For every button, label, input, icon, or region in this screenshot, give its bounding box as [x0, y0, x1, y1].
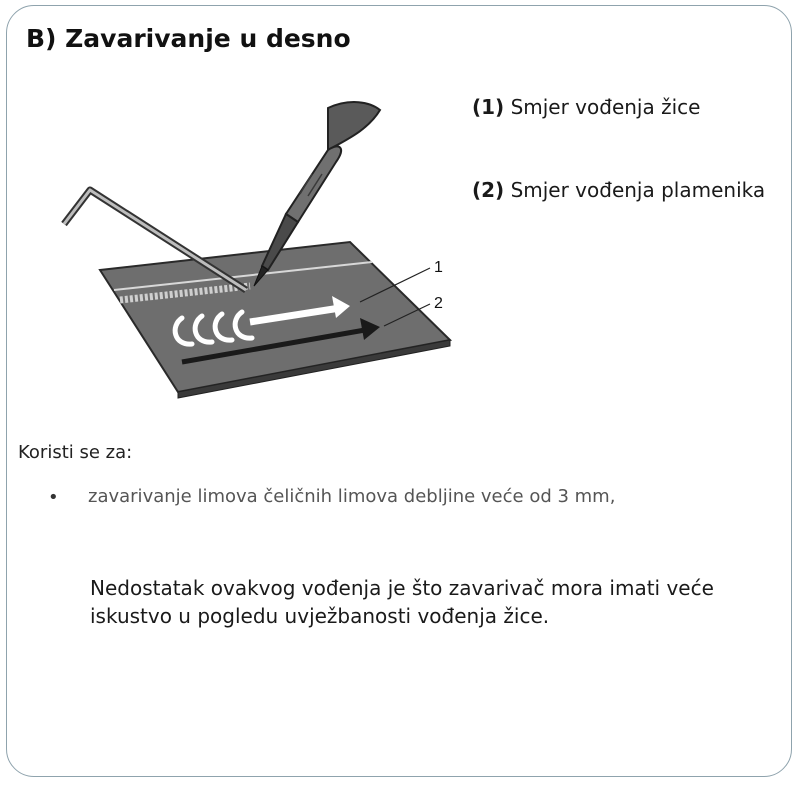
uses-list — [44, 486, 615, 507]
slide-title: B) Zavarivanje u desno — [26, 24, 351, 53]
legend-text: Smjer vođenja žice — [510, 95, 701, 119]
legend-number: (1) — [472, 95, 505, 119]
legend-item-wire-direction — [472, 95, 700, 119]
welding-diagram — [50, 90, 470, 420]
legend-number: (2) — [472, 178, 505, 202]
legend-text: Smjer vođenja plamenika — [510, 178, 766, 202]
uses-heading: Koristi se za: — [18, 442, 133, 463]
legend-item-torch-direction — [472, 178, 765, 202]
bullet-icon: • — [48, 487, 59, 508]
welding-illustration — [50, 90, 470, 420]
drawback-note: Nedostatak ovakvog vođenja je što zavarivač mora imati veće iskustvo u pogledu uvježbanosti vođenja žice. — [90, 576, 714, 628]
list-item-text: zavarivanje limova čeličnih limova debljine veće od 3 mm, — [88, 486, 616, 507]
callout-label-2: 2 — [434, 295, 443, 312]
list-item — [44, 486, 615, 507]
callout-label-1: 1 — [434, 259, 443, 276]
